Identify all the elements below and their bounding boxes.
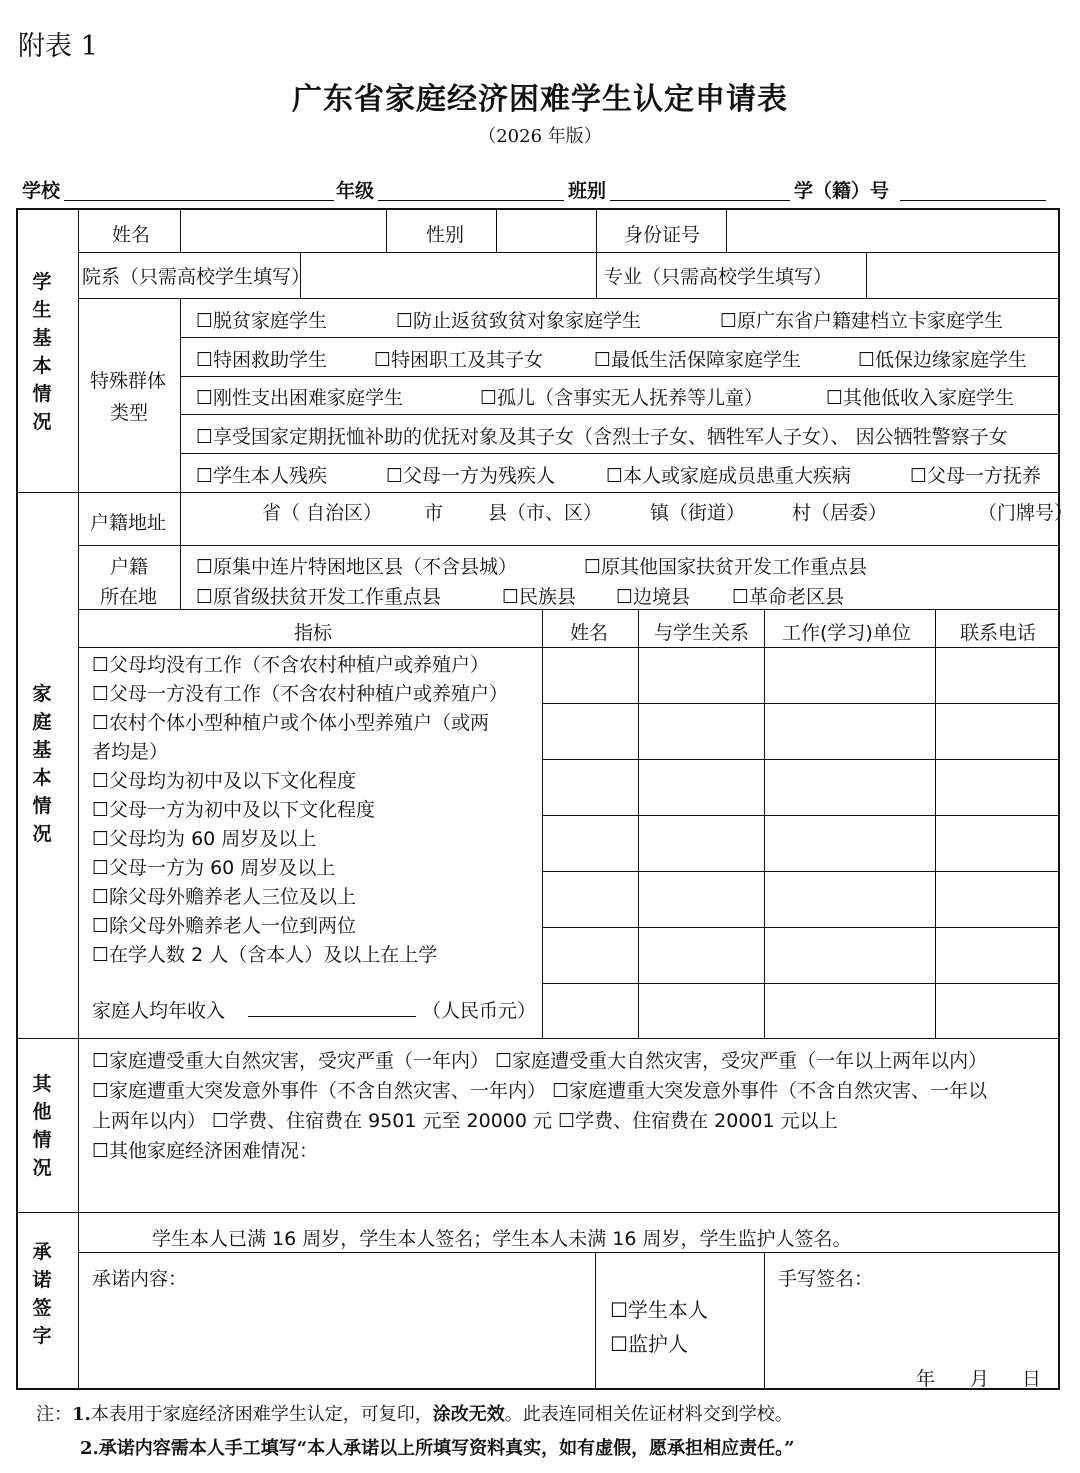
checkbox-student-disabled[interactable]: ☐学生本人残疾 <box>196 465 328 487</box>
checkbox-registered-poor[interactable]: ☐原广东省户籍建档立卡家庭学生 <box>720 310 1004 332</box>
grade-label: 年级 <box>336 180 375 202</box>
other-line-2[interactable]: ☐家庭遭重大突发意外事件（不含自然灾害、一年内） ☐家庭遭重大突发意外事件（不含自然灾害、一年以 <box>92 1080 988 1102</box>
checkbox-one-parent-low-education[interactable]: ☐父母一方为初中及以下文化程度 <box>92 799 376 821</box>
student-id-label: 学（籍）号 <box>794 180 890 202</box>
special-group-label: 特殊群体 <box>90 370 167 392</box>
attachment-label: 附表 1 <box>18 31 98 62</box>
school-field[interactable] <box>64 200 334 201</box>
school-label: 学校 <box>22 180 61 202</box>
checkbox-elders-one-two[interactable]: ☐除父母外赡养老人一位到两位 <box>92 915 357 937</box>
note-1: 注：1.本表用于家庭经济困难学生认定，可复印，涂改无效。此表连同相关佐证材料交到学校。 <box>36 1404 793 1425</box>
checkbox-other-hardship[interactable]: ☐其他家庭经济困难情况： <box>92 1140 319 1162</box>
major-label: 专业（只需高校学生填写） <box>604 266 833 288</box>
section-other-info: 其 他 情 况 <box>32 1073 52 1179</box>
pledge-content-label: 承诺内容： <box>92 1268 188 1290</box>
checkbox-elders-three-plus[interactable]: ☐除父母外赡养老人三位及以上 <box>92 886 357 908</box>
other-line-3[interactable]: 上两年以内） ☐学费、住宿费在 9501 元至 20000 元 ☐学费、住宿费在 20001 元以上 <box>92 1110 838 1132</box>
section-family-info: 家 庭 基 本 情 况 <box>32 683 52 845</box>
checkbox-border-county[interactable]: ☐边境县 <box>616 586 691 608</box>
id-number-label: 身份证号 <box>624 224 701 246</box>
address-village: 村（居委） <box>792 502 888 524</box>
col-indicator: 指标 <box>294 622 333 644</box>
checkbox-contiguous-poor-county[interactable]: ☐原集中连片特困地区县（不含县城） <box>196 556 518 578</box>
checkbox-orphan[interactable]: ☐孤儿（含事实无人抚养等儿童） <box>480 387 764 409</box>
col-relation: 与学生关系 <box>654 622 750 644</box>
student-id-field[interactable] <box>900 200 1046 201</box>
checkbox-other-low-income[interactable]: ☐其他低收入家庭学生 <box>826 387 1015 409</box>
checkbox-extreme-poverty[interactable]: ☐特困救助学生 <box>196 349 328 371</box>
household-location-label: 户籍 <box>110 556 149 578</box>
col-member-name: 姓名 <box>570 622 609 644</box>
section-basic-info: 学 生 基 本 情 况 <box>32 271 52 433</box>
checkbox-near-minimum[interactable]: ☐低保边缘家庭学生 <box>858 349 1028 371</box>
small-farmer-continued: 者均是） <box>92 741 169 763</box>
signature-label: 手写签名： <box>778 1268 874 1290</box>
checkbox-one-parent-unemployed[interactable]: ☐父母一方没有工作（不含农村种植户或养殖户） <box>92 683 509 705</box>
checkbox-rigid-expense[interactable]: ☐刚性支出困难家庭学生 <box>196 387 404 409</box>
checkbox-parents-low-education[interactable]: ☐父母均为初中及以下文化程度 <box>92 770 357 792</box>
checkbox-parents-over-60[interactable]: ☐父母均为 60 周岁及以上 <box>92 828 317 850</box>
date-month: 月 <box>970 1368 990 1390</box>
col-work-unit: 工作(学习)单位 <box>782 622 911 644</box>
checkbox-parents-unemployed[interactable]: ☐父母均没有工作（不含农村种植户或养殖户） <box>92 654 490 676</box>
income-field[interactable] <box>248 1016 416 1017</box>
special-group-type-label: 类型 <box>110 402 149 424</box>
checkbox-serious-illness[interactable]: ☐本人或家庭成员患重大疾病 <box>606 465 852 487</box>
checkbox-poverty-alleviated[interactable]: ☐脱贫家庭学生 <box>196 310 328 332</box>
address-county: 县（市、区） <box>488 502 603 524</box>
checkbox-signer-guardian[interactable]: ☐监护人 <box>610 1332 688 1356</box>
checkbox-national-key-county[interactable]: ☐原其他国家扶贫开发工作重点县 <box>584 556 868 578</box>
address-city: 市 <box>424 502 444 524</box>
checkbox-provincial-key-county[interactable]: ☐原省级扶贫开发工作重点县 <box>196 586 442 608</box>
household-address-label: 户籍地址 <box>90 512 167 534</box>
income-unit: （人民币元） <box>422 1000 537 1022</box>
grade-field[interactable] <box>378 200 564 201</box>
household-location-label-2: 所在地 <box>100 586 158 608</box>
address-province: 省（ 自治区） <box>262 502 383 524</box>
pledge-instruction: 学生本人已满 16 周岁，学生本人签名；学生本人未满 16 周岁，学生监护人签名。 <box>152 1228 852 1250</box>
checkbox-revolutionary-county[interactable]: ☐革命老区县 <box>732 586 845 608</box>
col-phone: 联系电话 <box>960 622 1037 644</box>
gender-label: 性别 <box>426 224 465 246</box>
name-label: 姓名 <box>112 224 151 246</box>
address-house-number: （门牌号） <box>978 502 1074 524</box>
checkbox-two-plus-students[interactable]: ☐在学人数 2 人（含本人）及以上在上学 <box>92 944 438 966</box>
date-day: 日 <box>1022 1368 1042 1390</box>
checkbox-one-parent-over-60[interactable]: ☐父母一方为 60 周岁及以上 <box>92 857 336 879</box>
checkbox-relapse-prevention[interactable]: ☐防止返贫致贫对象家庭学生 <box>396 310 642 332</box>
version-label: （2026 年版） <box>478 126 602 147</box>
date-year: 年 <box>916 1368 936 1390</box>
checkbox-parent-disabled[interactable]: ☐父母一方为残疾人 <box>386 465 556 487</box>
checkbox-minimum-living[interactable]: ☐最低生活保障家庭学生 <box>594 349 802 371</box>
checkbox-ethnic-county[interactable]: ☐民族县 <box>502 586 577 608</box>
department-label: 院系（只需高校学生填写） <box>82 266 311 288</box>
checkbox-poor-workers[interactable]: ☐特困职工及其子女 <box>374 349 544 371</box>
section-pledge: 承 诺 签 字 <box>32 1241 52 1347</box>
checkbox-signer-student[interactable]: ☐学生本人 <box>610 1298 708 1322</box>
income-label: 家庭人均年收入 <box>92 1000 226 1022</box>
class-field[interactable] <box>610 200 790 201</box>
address-town: 镇（街道） <box>650 502 746 524</box>
note-2: 2.承诺内容需本人手工填写“本人承诺以上所填写资料真实，如有虚假，愿承担相应责任。” <box>80 1438 795 1459</box>
class-label: 班别 <box>568 180 607 202</box>
checkbox-small-farmer[interactable]: ☐农村个体小型种植户或个体小型养殖户（或两 <box>92 712 490 734</box>
other-line-1[interactable]: ☐家庭遭受重大自然灾害，受灾严重（一年内） ☐家庭遭受重大自然灾害，受灾严重（一年以上两年以内） <box>92 1050 988 1072</box>
checkbox-single-parent[interactable]: ☐父母一方抚养 <box>910 465 1042 487</box>
page-title: 广东省家庭经济困难学生认定申请表 <box>292 82 788 117</box>
checkbox-martyr-family[interactable]: ☐享受国家定期抚恤补助的优抚对象及其子女（含烈士子女、牺牲军人子女）、 因公牺牲警察子女 <box>196 426 1008 448</box>
